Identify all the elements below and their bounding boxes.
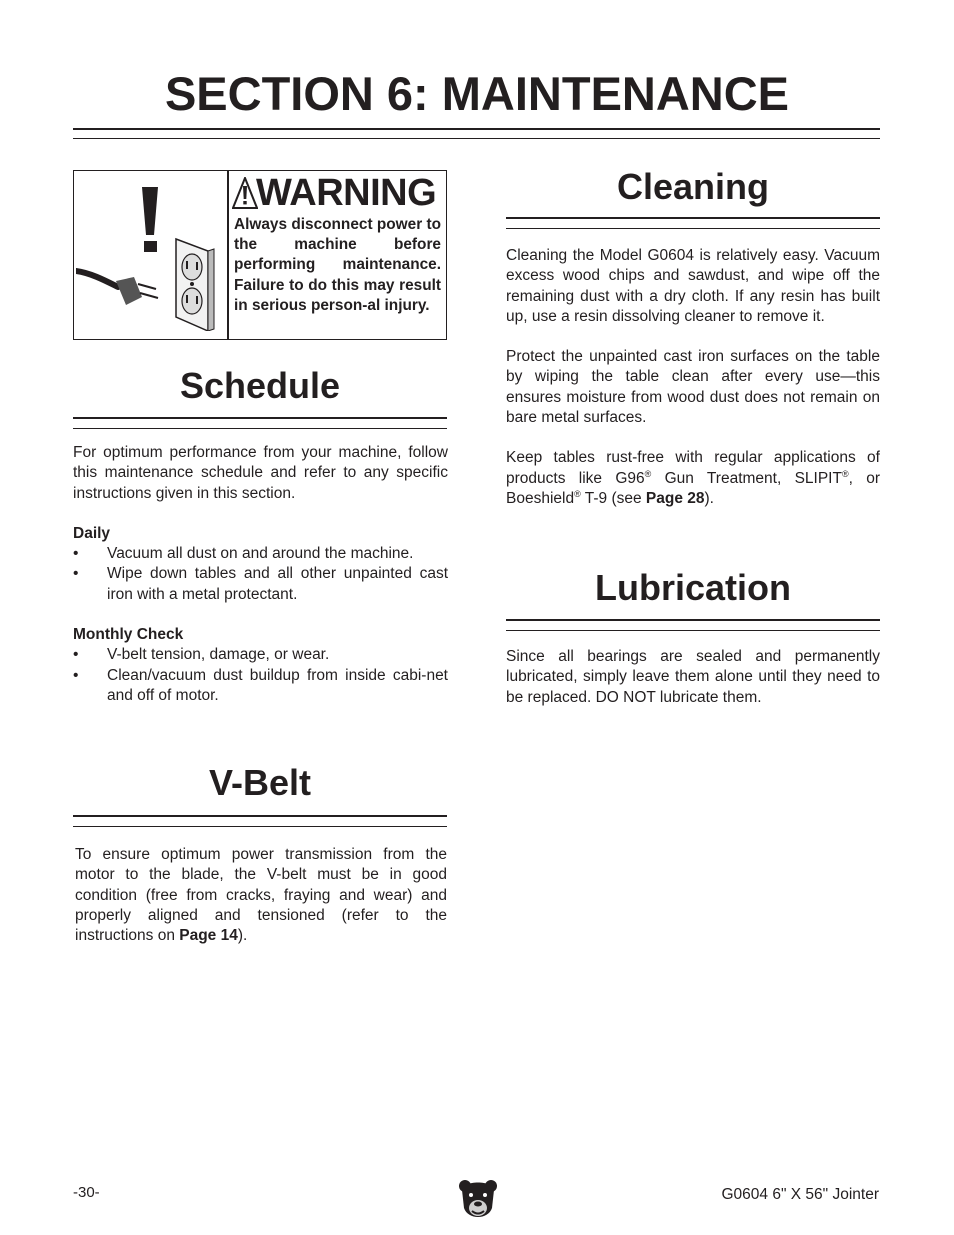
warning-box (73, 170, 447, 340)
schedule-body (73, 443, 448, 706)
list-item: • Wipe down tables and all other unpainted cast iron with a metal protectant. (73, 565, 448, 603)
daily-list (73, 544, 448, 605)
list-item: • Clean/vacuum dust buildup from inside cabi-net and off of motor. (73, 666, 448, 704)
daily-heading: Daily (73, 524, 111, 542)
vbelt-body: To ensure optimum power transmission from the motor to the blade, the V-belt must be in good condition (free from cracks, fraying and wear) and properly aligned and tensioned (refer to the instructions on Page 14). (75, 846, 447, 945)
list-item: • Vacuum all dust on and around the machine. (73, 545, 414, 563)
title-rule-top (73, 128, 880, 130)
schedule-heading: Schedule (179, 365, 341, 406)
monthly-list (73, 645, 448, 706)
page-reference: Page 14 (179, 927, 238, 945)
lubrication-rule-bottom (506, 630, 880, 631)
lubrication-body: Since all bearings are sealed and permanently lubricated, simply leave them alone until they need to be replaced. DO NOT lubricate them. (506, 648, 880, 706)
vbelt-rule-top (73, 815, 447, 817)
schedule-rule-top (73, 417, 447, 419)
page-reference: Page 28 (645, 489, 705, 507)
cleaning-rule-bottom (506, 228, 880, 229)
lubrication-heading: Lubrication (595, 567, 791, 608)
warning-text: Always disconnect power to the machine before performing maintenance. Failure to do this may result in serious person-al injury. (234, 216, 441, 314)
vbelt-rule-bottom (73, 826, 447, 827)
cleaning-rule-top (506, 217, 880, 219)
page-number: -30- (73, 1184, 100, 1201)
bear-logo-icon (458, 1178, 498, 1224)
title-rule-bottom (73, 138, 880, 139)
cleaning-para-2: Protect the unpainted cast iron surfaces on the table by wiping the table clean after every use—this ensures moisture from wood dust does not remain on bare metal surfaces. (506, 348, 880, 427)
schedule-rule-bottom (73, 428, 447, 429)
list-item: • V-belt tension, damage, or wear. (73, 646, 330, 664)
warning-triangle-icon (232, 177, 258, 209)
schedule-intro: For optimum performance from your machine, follow this maintenance schedule and refer to any specific instructions given in this section. (73, 444, 448, 502)
cleaning-para-1: Cleaning the Model G0604 is relatively easy. Vacuum excess wood chips and sawdust, and wipe off the remaining dust with a dry cloth. If any resin has built up, use a resin dissolving cleaner to remove it. (506, 247, 880, 325)
cleaning-body (506, 246, 880, 509)
vbelt-heading: V-Belt (208, 762, 312, 803)
warning-divider (227, 171, 229, 339)
cleaning-para-3: Keep tables rust-free with regular applications of products like G96® Gun Treatment, SLIPIT®, or Boeshield® T-9 (see Page 28). (506, 449, 880, 507)
cleaning-heading: Cleaning (616, 166, 769, 207)
lubrication-rule-top (506, 619, 880, 621)
page-title: SECTION 6: MAINTENANCE (164, 67, 790, 120)
monthly-heading: Monthly Check (73, 626, 184, 644)
warning-title: WARNING (256, 172, 437, 214)
model-label: G0604 6" X 56" Jointer (721, 1186, 879, 1203)
plug-outlet-icon (76, 181, 226, 331)
